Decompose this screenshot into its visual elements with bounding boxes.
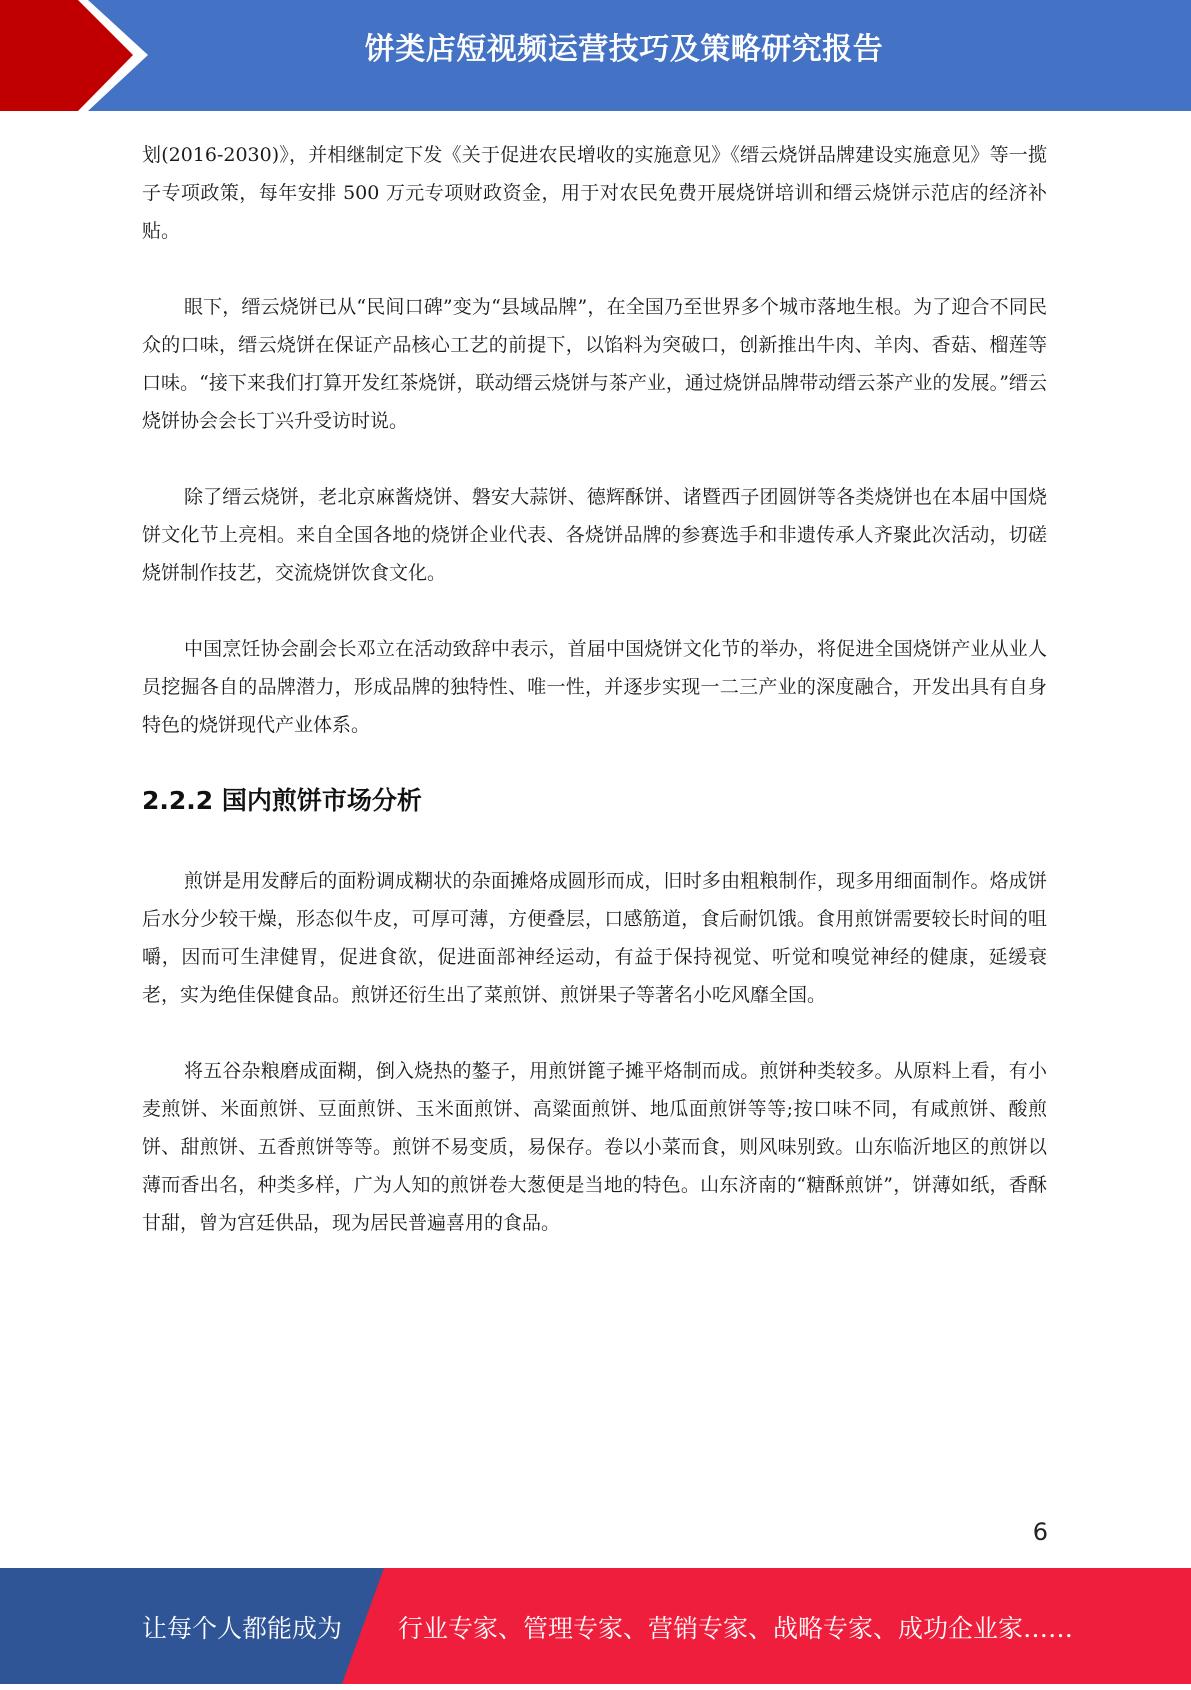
section-heading: 2.2.2 国内煎饼市场分析 xyxy=(142,786,422,815)
paragraph-jinyun-brand: 眼下，缙云烧饼已从“民间口碑”变为“县域品牌”，在全国乃至世界多个城市落地生根。为了迎合不同民众的口味，缙云烧饼在保证产品核心工艺的前提下，以馅料为突破口，创新推出牛肉、羊肉、香菇、榴莲等口味。“接下来我们打算开发红茶烧饼，联动缙云烧饼与茶产业，通过烧饼品牌带动缙云茶产业的发展。”缙云烧饼协会会长丁兴升受访时说。 xyxy=(142,296,1047,432)
footer-slogan-lead: 让每个人都能成为 xyxy=(142,1614,343,1643)
main-content xyxy=(142,136,1047,1242)
page-footer xyxy=(0,1568,1191,1684)
paragraph-jianbing-intro: 煎饼是用发酵后的面粉调成糊状的杂面摊烙成圆形而成，旧时多由粗粮制作，现多用细面制作。烙成饼后水分少较干燥，形态似牛皮，可厚可薄，方便叠层，口感筋道，食后耐饥饿。食用煎饼需要较长时间的咀嚼，因而可生津健胃，促进食欲，促进面部神经运动，有益于保持视觉、听觉和嗅觉神经的健康，延缓衰老，实为绝佳保健食品。煎饼还衍生出了菜煎饼、煎饼果子等著名小吃风靡全国。 xyxy=(142,870,1047,1006)
report-title: 饼类店短视频运营技巧及策略研究报告 xyxy=(364,32,884,67)
paragraph-festival-exhibits: 除了缙云烧饼，老北京麻酱烧饼、磐安大蒜饼、德辉酥饼、诸暨西子团圆饼等各类烧饼也在本届中国烧饼文化节上亮相。来自全国各地的烧饼企业代表、各烧饼品牌的参赛选手和非遗传承人齐聚此次活动，切磋烧饼制作技艺，交流烧饼饮食文化。 xyxy=(142,486,1047,584)
page-number: 6 xyxy=(1032,1518,1048,1546)
header-chevron-decoration xyxy=(0,0,152,111)
paragraph-association-speech: 中国烹饪协会副会长邓立在活动致辞中表示，首届中国烧饼文化节的举办，将促进全国烧饼产业从业人员挖掘各自的品牌潜力，形成品牌的独特性、唯一性，并逐步实现一二三产业的深度融合，开发出具有自身特色的烧饼现代产业体系。 xyxy=(142,638,1047,736)
footer-slogan-roles: 行业专家、管理专家、营销专家、战略专家、成功企业家…… xyxy=(398,1614,1074,1643)
paragraph-jianbing-varieties: 将五谷杂粮磨成面糊，倒入烧热的鏊子，用煎饼篦子摊平烙制而成。煎饼种类较多。从原料上看，有小麦煎饼、米面煎饼、豆面煎饼、玉米面煎饼、高粱面煎饼、地瓜面煎饼等等;按口味不同，有咸煎饼、酸煎饼、甜煎饼、五香煎饼等等。煎饼不易变质，易保存。卷以小菜而食，则风味别致。山东临沂地区的煎饼以薄而香出名，种类多样，广为人知的煎饼卷大葱便是当地的特色。山东济南的“糖酥煎饼”，饼薄如纸，香酥甘甜，曾为宫廷供品，现为居民普遍喜用的食品。 xyxy=(142,1060,1047,1234)
paragraph-policy-continuation: 划(2016-2030)》，并相继制定下发《关于促进农民增收的实施意见》《缙云烧饼品牌建设实施意见》等一揽子专项政策，每年安排 500 万元专项财政资金，用于对农民免费开展烧饼培训和缙云烧饼示范店的经济补贴。 xyxy=(142,144,1047,242)
page-header xyxy=(0,0,1191,111)
